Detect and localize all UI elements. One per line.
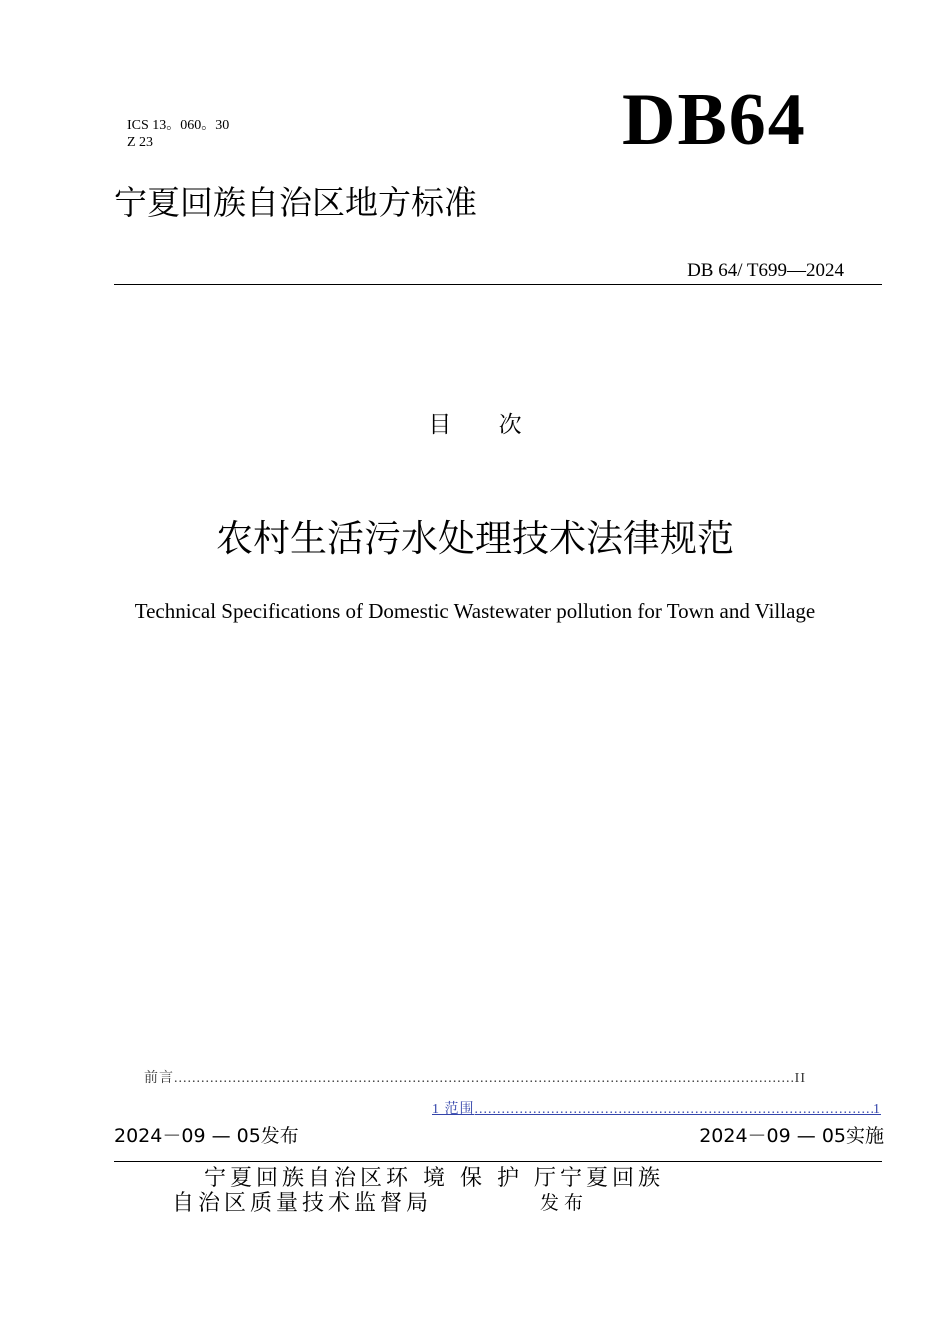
title-english: Technical Specifications of Domestic Wastewater pollution for Town and Village — [134, 599, 816, 623]
issuer-line-2: 自治区质量技术监督局 — [172, 1191, 433, 1216]
standard-number: DB 64/ T699—2024 — [687, 260, 844, 281]
publish-date: 2024－09 — 05发布 — [114, 1125, 299, 1147]
toc-leader-dots — [174, 1070, 795, 1088]
header-divider — [114, 284, 882, 285]
toc-entry-label: 1 范围 — [432, 1102, 475, 1117]
db-logo: DB64 — [622, 79, 807, 161]
ccs-code: Z 23 — [127, 135, 154, 150]
toc-entry-scope[interactable] — [432, 1101, 881, 1119]
toc-leader-dots — [475, 1101, 874, 1119]
toc-heading: 目 次 — [428, 412, 522, 438]
toc-entry-page: II — [794, 1071, 806, 1086]
ics-code: ICS 13。060。30 — [127, 118, 230, 133]
footer-divider — [114, 1161, 882, 1162]
toc-entry-foreword[interactable] — [144, 1070, 806, 1088]
standard-type: 宁夏回族自治区地方标准 — [114, 183, 477, 222]
title-chinese: 农村生活污水处理技术法律规范 — [216, 517, 734, 560]
issuer-line-1: 宁夏回族自治区环 境 保 护 厅宁夏回族 — [204, 1166, 664, 1191]
issue-label: 发布 — [540, 1192, 589, 1214]
implement-date: 2024－09 — 05实施 — [699, 1125, 884, 1147]
toc-entry-label: 前言 — [144, 1071, 174, 1086]
ics-code-block — [127, 117, 229, 151]
toc-entry-page: 1 — [873, 1102, 881, 1117]
